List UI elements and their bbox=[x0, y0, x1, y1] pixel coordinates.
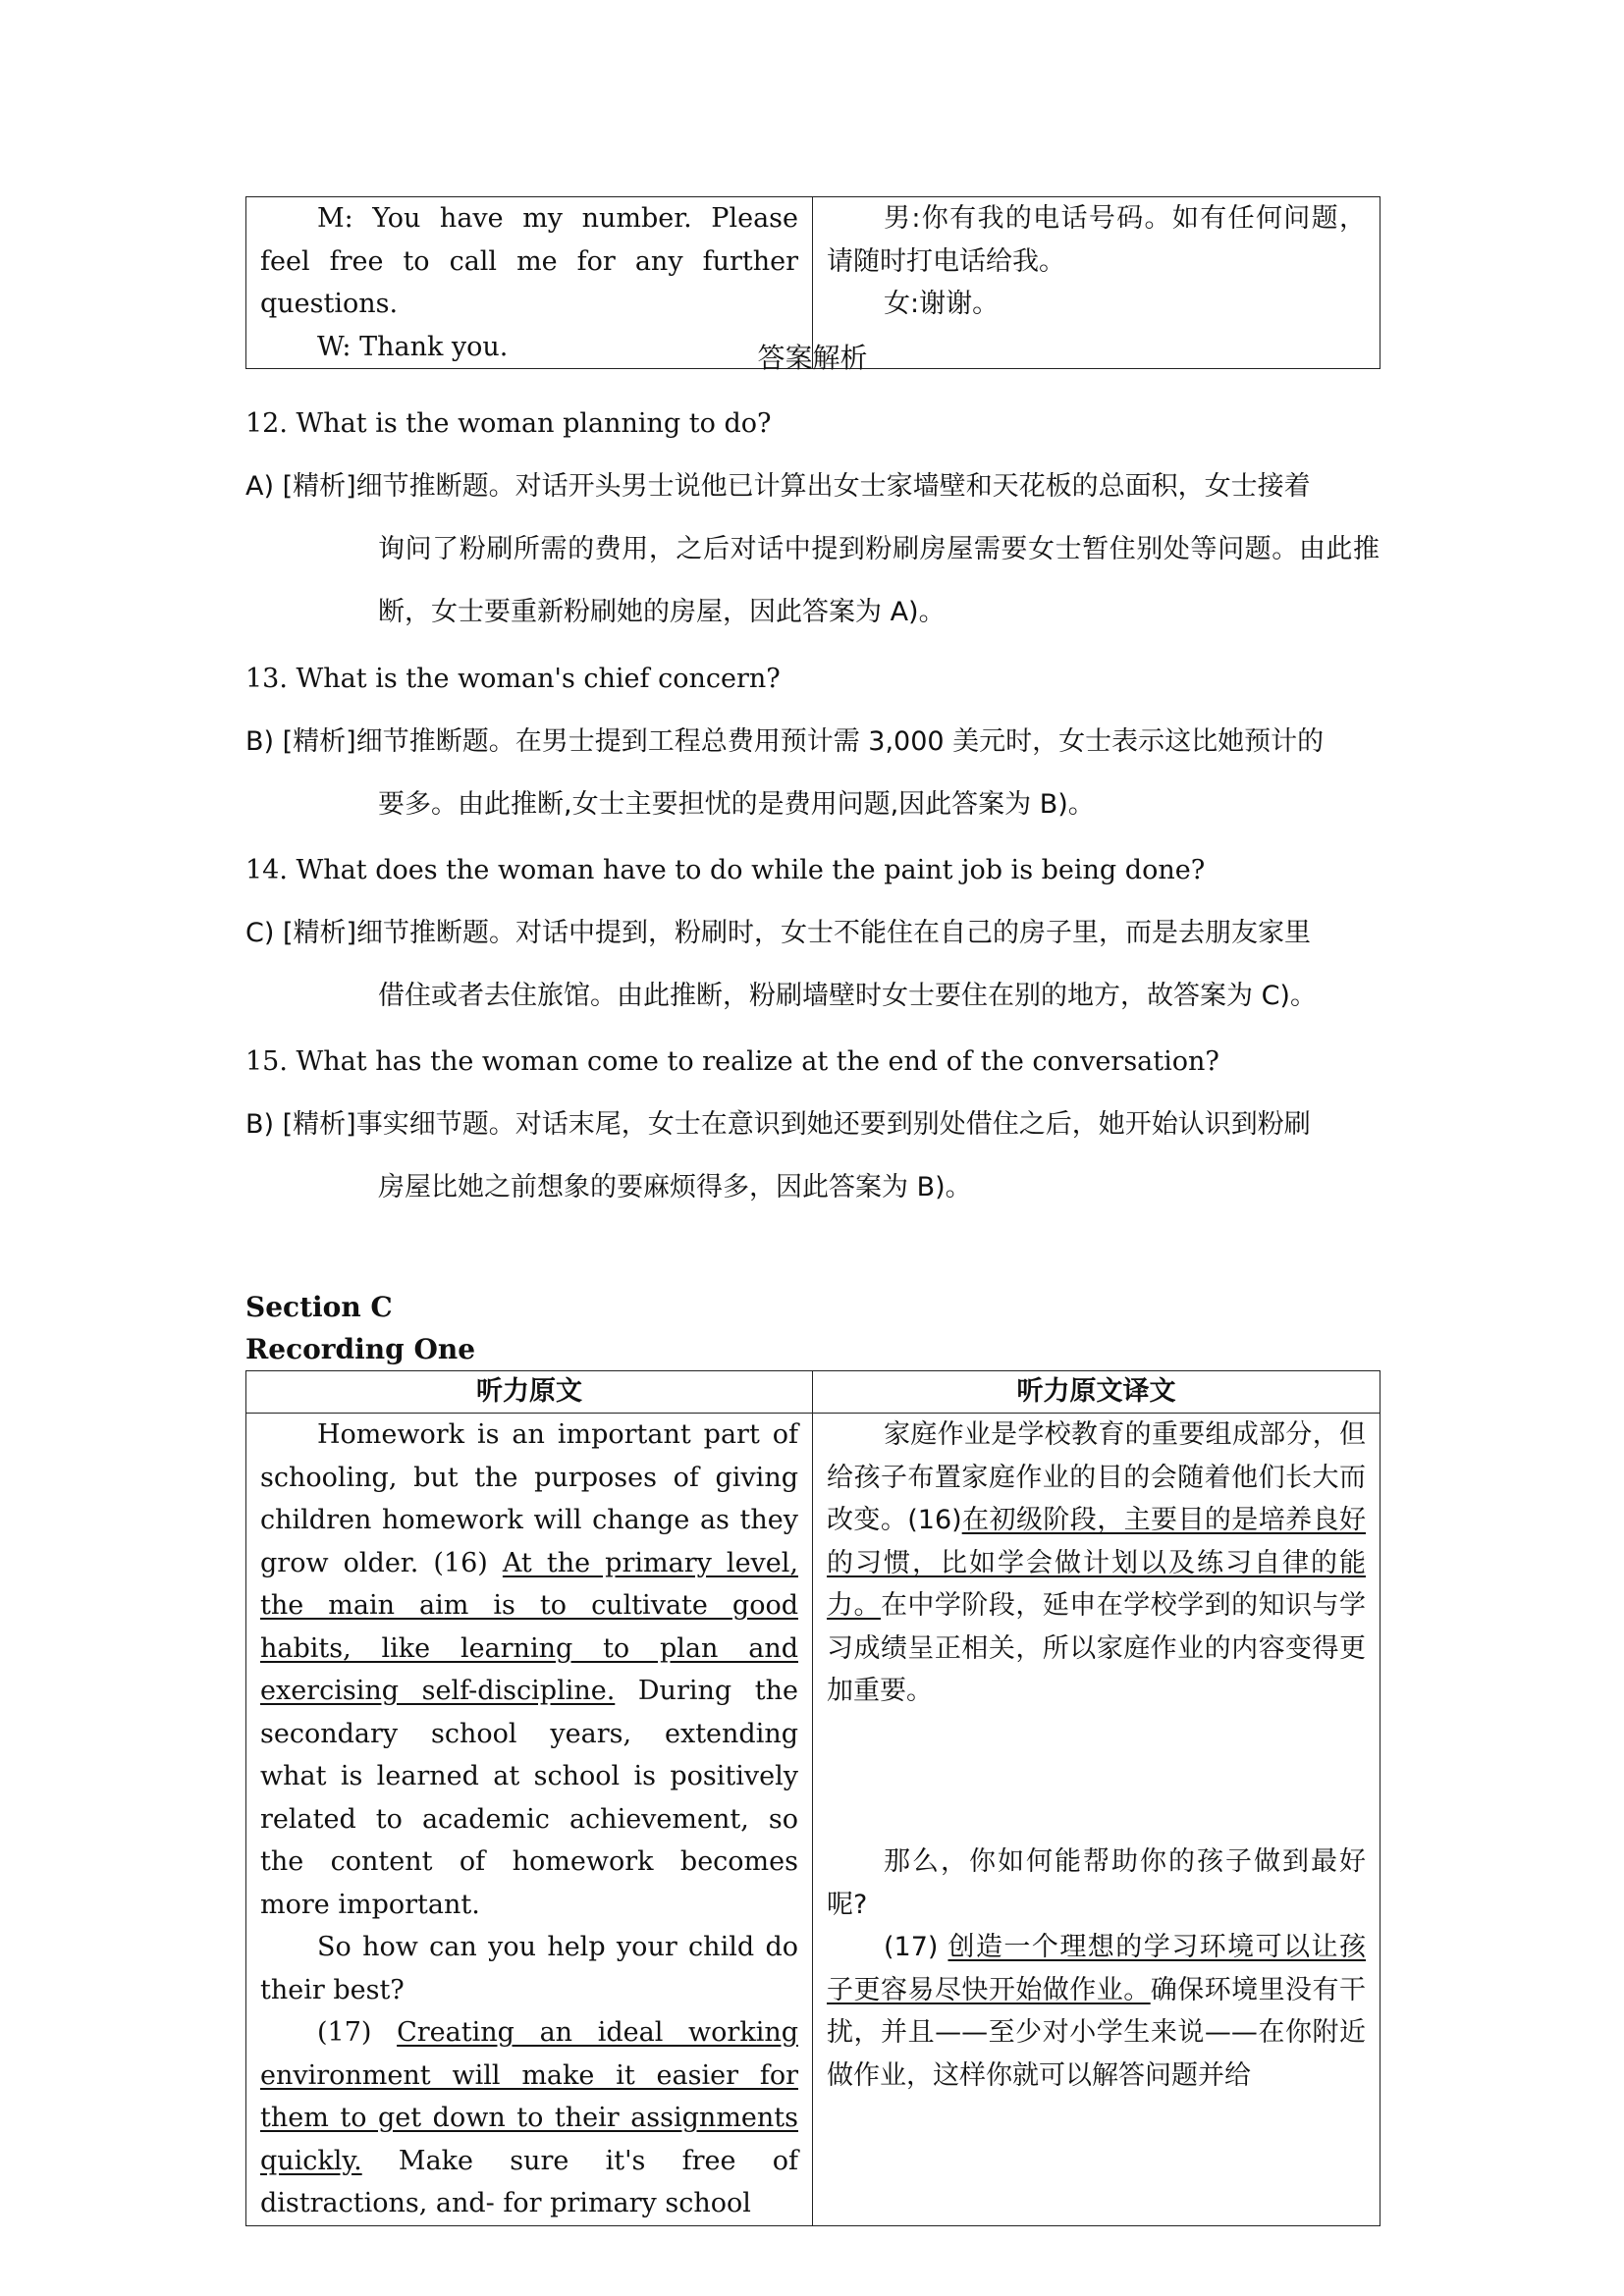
text-run: (17) bbox=[884, 1932, 948, 1962]
analysis-body: 询问了粉刷所需的费用，之后对话中提到粉刷房屋需要女士暂住别处等问题。由此推断，女士要重新粉刷她的房屋，因此答案为 A)。 bbox=[378, 534, 1380, 627]
analysis-lead: A) [精析]细节推断题。对话开头男士说他已计算出女士家墙壁和天花板的总面积，女士接着 bbox=[245, 471, 1311, 502]
text-run: 家庭作业是学校教育的重要组成部分，但给孩子布置家庭作业的目的会随着他们长大而改变。(16) bbox=[827, 1419, 1366, 1535]
underlined-answer-17-zh: 创造一个理想的学习环境可以让孩子更容易尽快开始做作业。 bbox=[827, 1932, 1367, 2005]
header-translation: 听力原文译文 bbox=[813, 1371, 1380, 1414]
text-run: (17) bbox=[317, 2017, 398, 2048]
question-text: 15. What has the woman come to realize at the end of the conversation? bbox=[245, 1046, 1219, 1077]
analysis-body: 要多。由此推断,女士主要担忧的是费用问题,因此答案为 B)。 bbox=[378, 789, 1095, 820]
paragraph-1-zh bbox=[827, 1414, 1366, 1713]
header-original: 听力原文 bbox=[246, 1371, 813, 1414]
underlined-answer-16-zh: 在初级阶段，主要目的是培养良好的习惯，比如学会做计划以及练习自律的能力。 bbox=[827, 1505, 1366, 1621]
answer-analysis-title: 答案解析 bbox=[757, 342, 868, 374]
answer-analysis bbox=[245, 902, 1380, 1028]
paragraph-1 bbox=[260, 1414, 798, 1926]
paragraph-3-zh bbox=[827, 1926, 1366, 2097]
table-row bbox=[246, 1414, 1380, 2226]
recording-table bbox=[245, 1370, 1380, 2226]
question-15 bbox=[245, 1031, 1380, 1219]
text-run: Homework is an important part of schooling, but the purposes of giving children homework will change as they grow older. (16) bbox=[260, 1419, 798, 1578]
answer-analysis bbox=[245, 455, 1380, 644]
paragraph-3 bbox=[260, 2011, 798, 2225]
answer-analysis bbox=[245, 711, 1380, 836]
dialog-line-woman: W: Thank you. bbox=[317, 331, 509, 362]
table-header-row bbox=[246, 1371, 1380, 1414]
text-run: During the secondary school years, extending what is learned at school is positively related to academic achievement, so the content of homework becomes more important. bbox=[260, 1676, 798, 1920]
spacer bbox=[827, 1755, 1366, 1798]
question-text: 14. What does the woman have to do while the paint job is being done? bbox=[245, 855, 1206, 885]
recording-heading: Recording One bbox=[245, 1333, 476, 1365]
spacer bbox=[827, 1798, 1366, 1842]
english-cell bbox=[246, 1414, 813, 2226]
answer-analysis bbox=[245, 1094, 1380, 1219]
question-14 bbox=[245, 839, 1380, 1028]
spacer bbox=[827, 1713, 1366, 1756]
question-13 bbox=[245, 648, 1380, 836]
question-text: 13. What is the woman's chief concern? bbox=[245, 664, 781, 694]
analysis-lead: B) [精析]细节推断题。在男士提到工程总费用预计需 3,000 美元时，女士表示这比她预计的 bbox=[245, 726, 1325, 757]
text-run: 在中学阶段，延申在学校学到的知识与学习成绩呈正相关，所以家庭作业的内容变得更加重要。 bbox=[827, 1590, 1367, 1706]
analysis-body: 房屋比她之前想象的要麻烦得多，因此答案为 B)。 bbox=[378, 1172, 972, 1202]
dialog-line-man-zh: 男:你有我的电话号码。如有任何问题，请随时打电话给我。 bbox=[827, 203, 1366, 277]
dialog-line-man: M: You have my number. Please feel free to call me for any further questions. bbox=[260, 203, 798, 319]
text-run: 确保环境里没有干扰，并且——至少对小学生来说——在你附近做作业，这样你就可以解答问题并给 bbox=[827, 1974, 1367, 2091]
section-heading: Section C bbox=[245, 1291, 393, 1323]
underlined-answer-16: At the primary level, the main aim is to cultivate good habits, like learning to plan and exercising self-discipline. bbox=[260, 1547, 798, 1706]
question-12 bbox=[245, 393, 1380, 644]
question-text: 12. What is the woman planning to do? bbox=[245, 408, 772, 439]
dialog-line-woman-zh: 女:谢谢。 bbox=[884, 289, 1000, 319]
paragraph-2: So how can you help your child do their best? bbox=[260, 1932, 798, 2005]
analysis-lead: C) [精析]细节推断题。对话中提到，粉刷时，女士不能住在自己的房子里，而是去朋友家里 bbox=[245, 918, 1312, 948]
text-run: Make sure it's free of distractions, and- for primary school bbox=[260, 2145, 798, 2218]
analysis-body: 借住或者去住旅馆。由此推断，粉刷墙壁时女士要住在别的地方，故答案为 C)。 bbox=[378, 981, 1317, 1011]
underlined-answer-17: Creating an ideal working environment will make it easier for them to get down to their assignments quickly. bbox=[260, 2017, 798, 2176]
analysis-lead: B) [精析]事实细节题。对话末尾，女士在意识到她还要到别处借住之后，她开始认识到粉刷 bbox=[245, 1109, 1311, 1140]
paragraph-2-zh: 那么，你如何能帮助你的孩子做到最好呢? bbox=[827, 1846, 1366, 1920]
chinese-cell bbox=[813, 1414, 1380, 2226]
